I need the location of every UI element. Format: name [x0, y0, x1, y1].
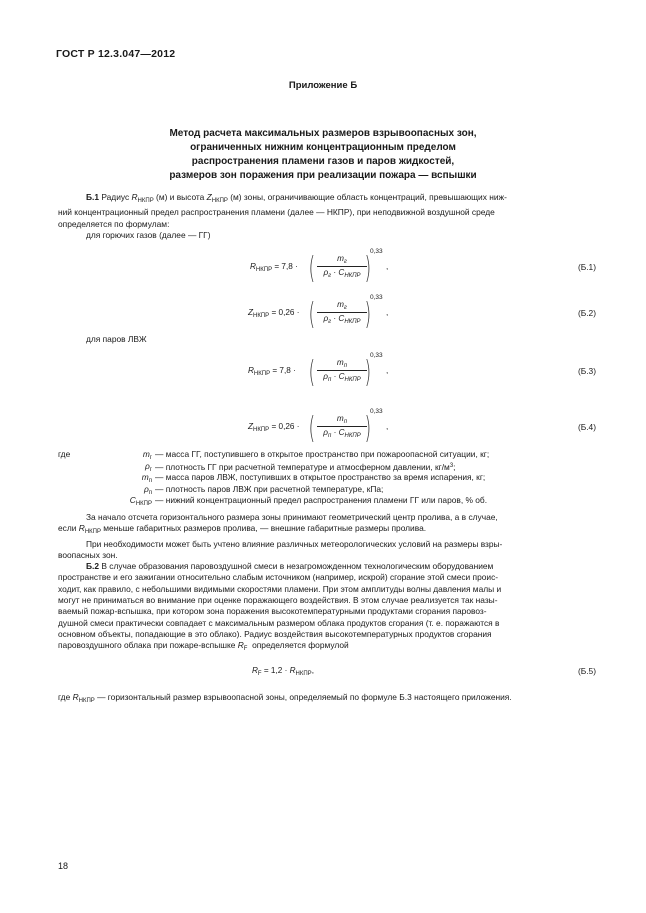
exponent: 0,33: [370, 294, 383, 301]
paragraph-line: При необходимости может быть учтено влияние различных метеорологических условий на размеры взры-: [86, 538, 503, 549]
formula-tail: ,: [386, 422, 389, 431]
definition-text: — плотность ГГ при расчетной температуре и атмосферном давлении, $кг/м^3$;: [155, 461, 456, 472]
paragraph-line: душной смеси практически совпадает с максимальным размером облака продуктов сгорания (т. е. поражаются в: [58, 617, 500, 628]
paren-left: (: [308, 251, 316, 286]
paragraph-line: ваемый пожар-вспышка, при котором зона поражения высокотемпературными продуктами сгорания паровоз-: [58, 606, 487, 617]
formula-lhs: $R_{НКПР} = 7,8$ ·: [248, 366, 296, 377]
standard-header: ГОСТ Р 12.3.047—2012: [56, 48, 176, 60]
paragraph-line: если $R_{НКПР}$ меньше габаритных размеров пролива, — внешние габаритные размеры пролива.: [58, 523, 427, 536]
title-line: распространения пламени газов и паров жидкостей,: [191, 156, 455, 167]
symbol: Z: [206, 192, 212, 202]
paren-left: (: [308, 411, 316, 446]
paren-right: ): [364, 297, 372, 332]
definition-row: [58, 449, 598, 461]
clause-b1-line2: ний концентрационный предел распространения пламени (далее — НКПР), при неподвижной воздушной среде: [58, 207, 495, 218]
exponent: 0,33: [370, 408, 383, 415]
paren-left: (: [308, 355, 316, 390]
clause-number: Б.1: [86, 192, 100, 202]
paragraph-line: Б.2 В случае образования паровоздушной смеси в незагроможденном технологическим оборудованием: [86, 561, 494, 572]
body-paragraphs: [58, 512, 594, 656]
fraction: $m_г$ $\rho_г \cdot C_{НКПР}$: [317, 300, 367, 325]
gas-label: для горючих газов (далее — ГГ): [86, 229, 211, 240]
formula-number: (Б.4): [577, 422, 596, 432]
text-span: Радиус: [101, 192, 130, 202]
formula-lhs: $R_{НКПР} = 7,8$ ·: [250, 262, 298, 273]
page-number: 18: [58, 861, 69, 871]
formula-expression: $R_F = 1,2 \cdot R_{НКПР}$,: [252, 666, 314, 677]
formula-tail: ,: [386, 308, 389, 317]
paren-right: ): [364, 411, 372, 446]
formula-b2: [236, 294, 596, 334]
fraction: $m_п$ $\rho_п \cdot C_{НКПР}$: [317, 414, 367, 439]
clause-b1-line1: [58, 192, 594, 207]
clause-number: Б.2: [86, 561, 100, 572]
exponent: 0,33: [370, 248, 383, 255]
formula-b4: [236, 408, 596, 448]
fraction: $m_г$ $\rho_г \cdot C_{НКПР}$: [317, 254, 367, 279]
definition-row: [58, 472, 598, 484]
paragraph-line: За начало отсчета горизонтального размера зоны принимают геометрический центр пролива, а в случае,: [86, 512, 498, 522]
paragraph-line: могут не приниматься во внимание при оценке поражающего воздействия. В этом случае реализуется так назы-: [58, 595, 498, 606]
text-span: (м) и высота: [156, 192, 205, 202]
definition-text: — масса паров ЛВЖ, поступивших в открытое пространство за время испарения, кг;: [155, 472, 486, 482]
formula-b1: [236, 248, 596, 288]
paragraph-line: пространстве и его зажигании относительно слабым источником (например, искрой) сгорание этой смеси проис-: [58, 572, 499, 583]
paren-left: (: [308, 297, 316, 332]
clause-b1-line3: определяется по формулам:: [58, 218, 170, 229]
formula-tail: ,: [386, 366, 389, 375]
formula-lhs: $Z_{НКПР} = 0,26$ ·: [248, 422, 300, 433]
subscript: НКПР: [211, 198, 228, 204]
definition-symbol: $m_г$: [142, 449, 152, 461]
title-line: Метод расчета максимальных размеров взрывоопасных зон,: [169, 128, 477, 139]
formula-number: (Б.3): [577, 366, 596, 376]
definition-text: — нижний концентрационный предел распространения пламени ГГ или паров, % об.: [155, 495, 488, 505]
definition-row: [58, 461, 598, 473]
paren-right: ): [364, 355, 372, 390]
symbol: R: [131, 192, 138, 202]
text-span: (м) зоны, ограничивающие область концентраций, превышающих ниж-: [230, 192, 507, 202]
formula-number: (Б.2): [577, 308, 596, 318]
fraction: $m_п$ $\rho_п \cdot C_{НКПР}$: [317, 358, 367, 383]
where-word: где: [58, 449, 71, 459]
formula-number: (Б.1): [577, 262, 596, 272]
appendix-label: Приложение Б: [288, 80, 358, 91]
title-line: размеров зон поражения при реализации пожара — вспышки: [169, 170, 477, 181]
clause-b1: [58, 192, 594, 241]
definition-row: [58, 495, 598, 507]
definitions-list: [58, 449, 598, 507]
vapor-label: для паров ЛВЖ: [86, 334, 147, 344]
definition-symbol: $\rho_г$: [145, 460, 152, 473]
definition-symbol: $C_{НКПР}$: [129, 495, 152, 507]
formula-b3: [236, 352, 596, 392]
paragraph-line: паровоздушного облака при пожаре-вспышке $R_F$ определяется формулой: [58, 640, 349, 653]
title-line: ограниченных нижним концентрационным пределом: [190, 142, 456, 153]
definition-row: [58, 484, 598, 496]
definition-text: — плотность паров ЛВЖ при расчетной температуре, кПа;: [155, 483, 384, 494]
paragraph-line: ходит, как правило, с небольшими видимыми скоростями пламени. При этом амплитуды волны давления малы и: [58, 583, 502, 594]
definition-symbol: $\rho_п$: [143, 483, 152, 496]
exponent: 0,33: [370, 352, 383, 359]
formula-b5: [236, 660, 596, 684]
formula-tail: ,: [386, 262, 389, 271]
section-title: [100, 127, 546, 183]
formula-number: (Б.5): [577, 666, 596, 676]
closing-definition: где $R_{НКПР}$ — горизонтальный размер взрывоопасной зоны, определяемый по формуле Б.3 настоящего приложения.: [58, 692, 512, 704]
subscript: НКПР: [137, 198, 154, 204]
paren-right: ): [364, 251, 372, 286]
paragraph-line: основном объекты, попадающие в это облако). Радиус воздействия высокотемпературных продуктов сгорания: [58, 628, 492, 639]
formula-lhs: $Z_{НКПР} = 0,26$ ·: [248, 308, 300, 319]
definition-text: — масса ГГ, поступившего в открытое пространство при пожароопасной ситуации, кг;: [155, 449, 490, 459]
paragraph-line: воопасных зон.: [58, 549, 118, 560]
definition-symbol: $m_п$: [141, 472, 152, 484]
